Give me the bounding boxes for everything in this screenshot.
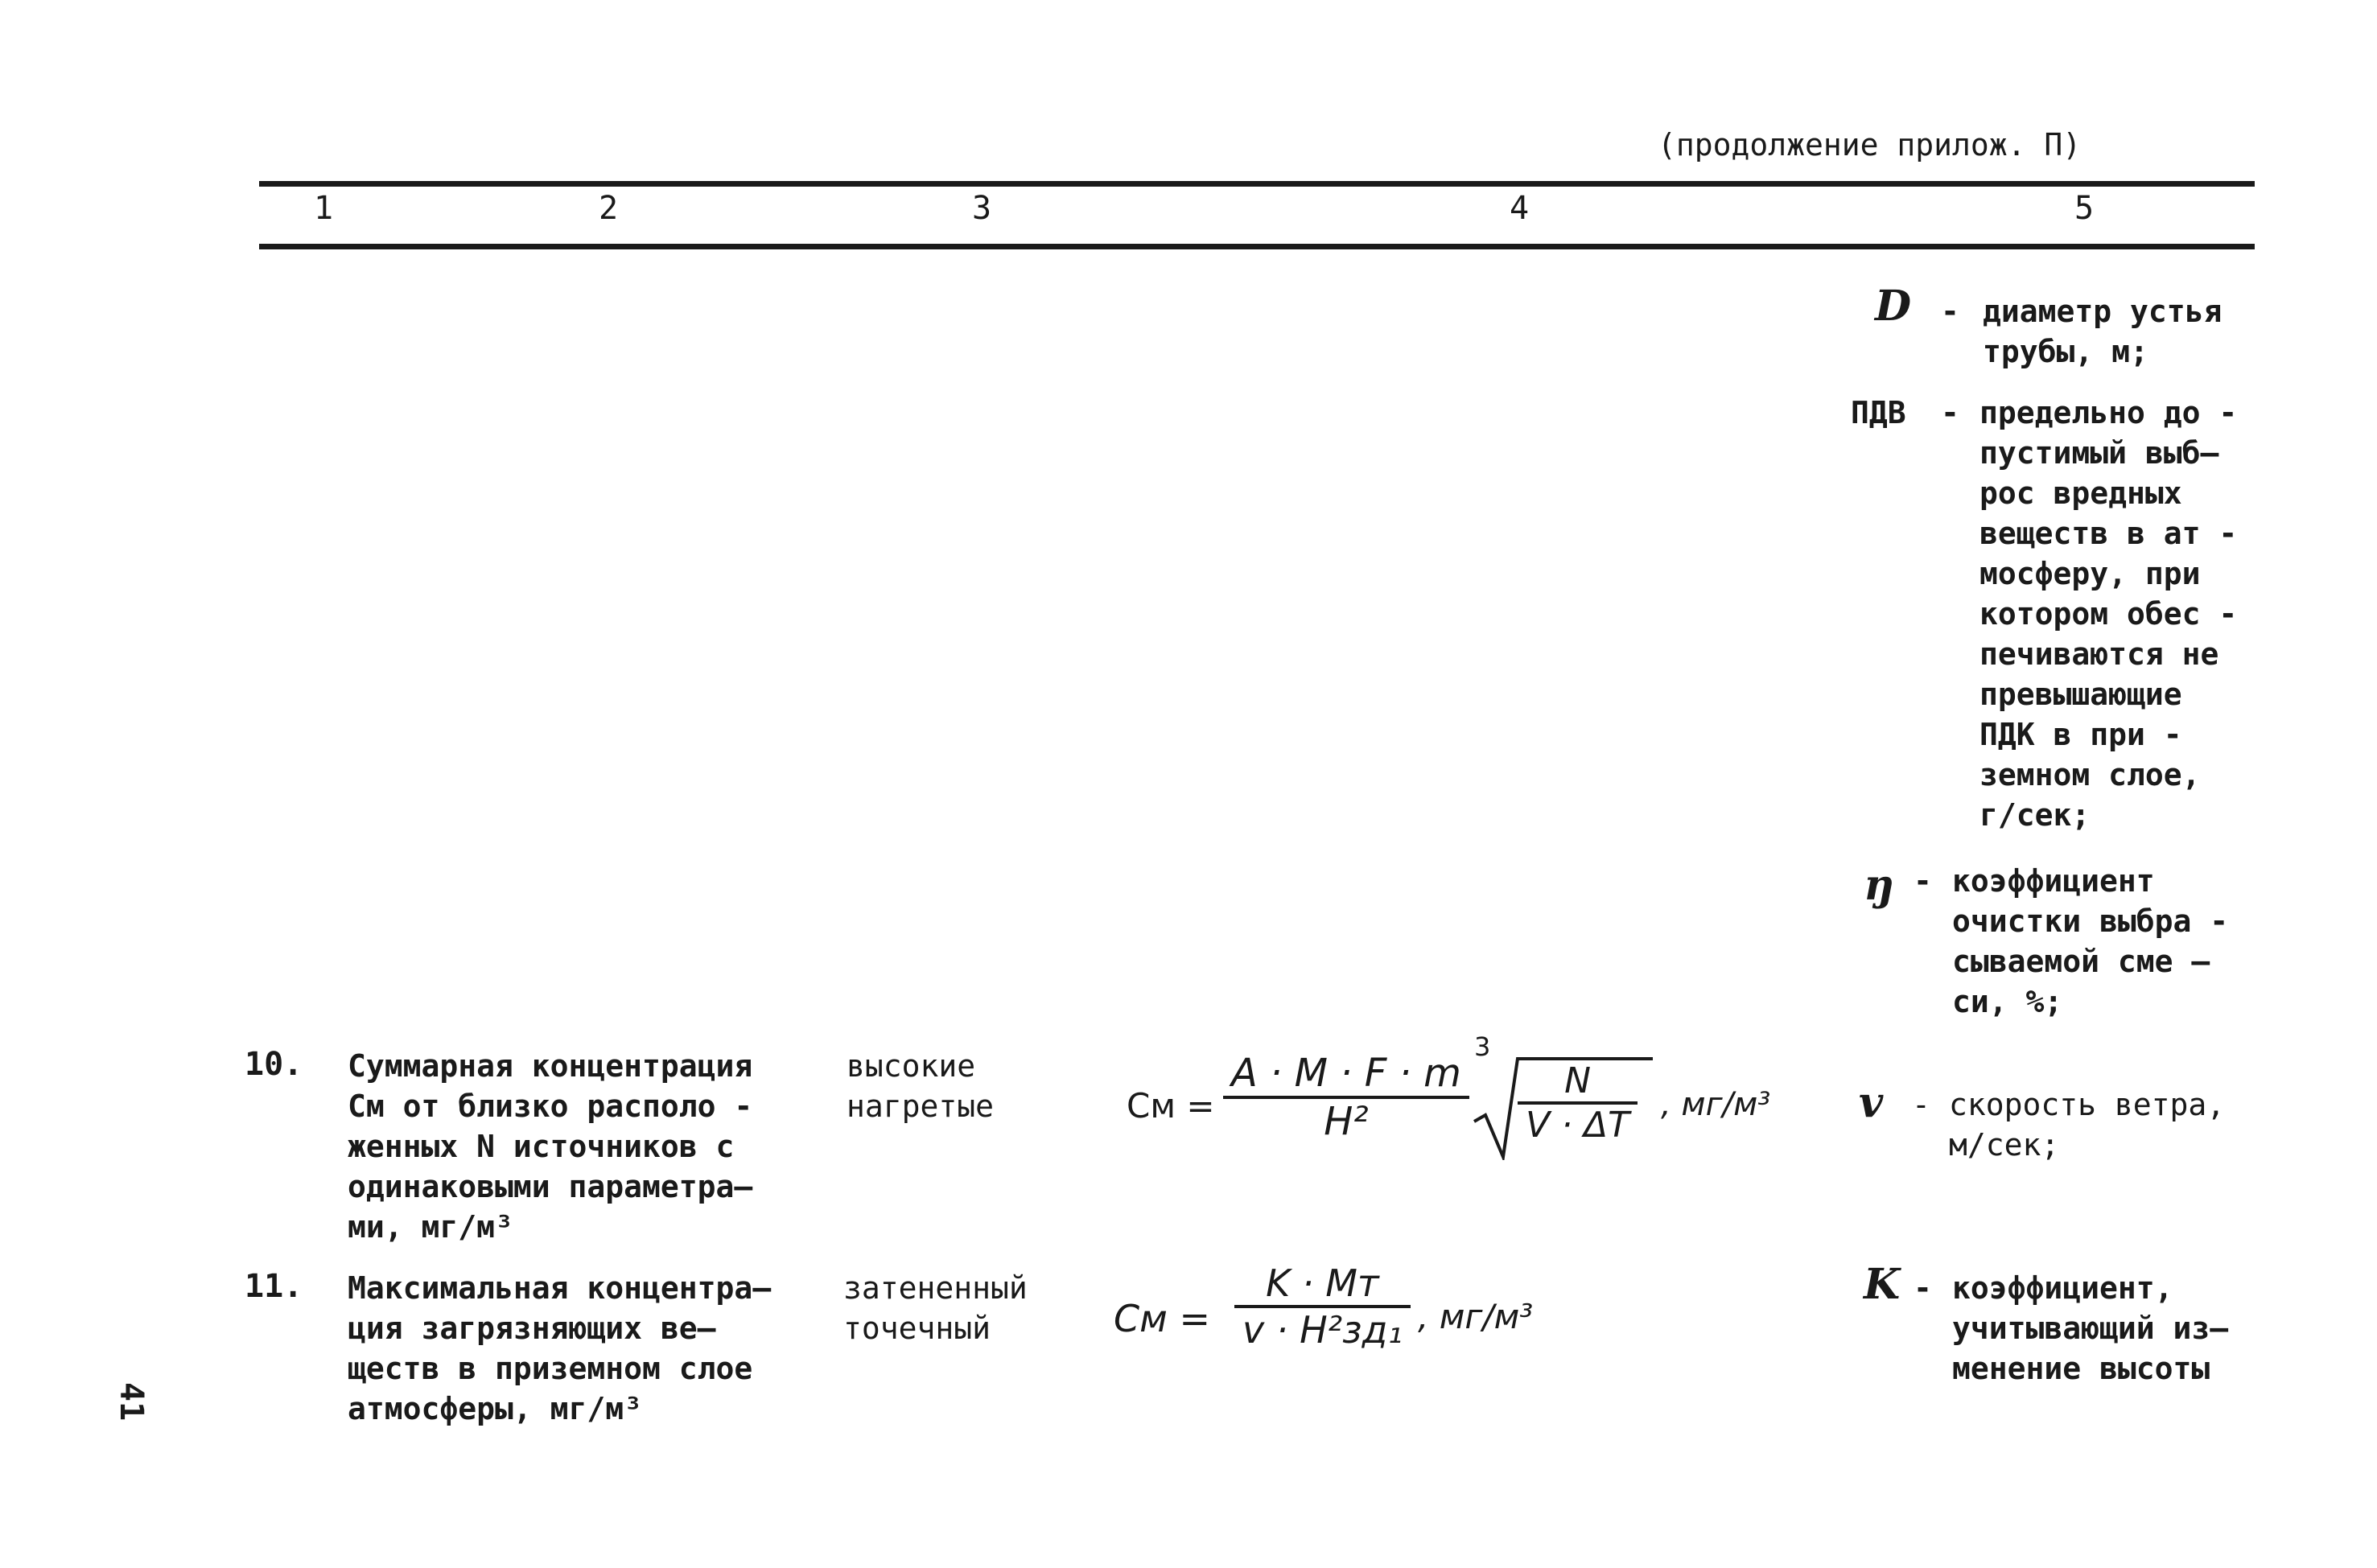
- legend-symbol: ŋ: [1864, 861, 1894, 910]
- row-source-type: высокие нагретые: [847, 1048, 995, 1124]
- legend-text: скорость ветра, м/сек;: [1949, 1087, 2226, 1163]
- legend-text: предельно до - пустимый выб– рос вредных веществ в ат - мосферу, при котором обес - печиваются не превышающие ПДК в при - земном слое, г/сек;: [1979, 395, 2238, 833]
- legend-dash: -: [1941, 294, 1959, 329]
- formula-max-concentration: Cм = K · Mт v · H²зд₁ , мг/м³: [1114, 1261, 1534, 1352]
- legend-symbol: K: [1864, 1260, 1901, 1309]
- legend-dash: -: [1914, 1270, 1932, 1306]
- table-top-rule: [259, 181, 2255, 187]
- column-number-4: 4: [1510, 190, 1530, 227]
- column-number-3: 3: [972, 190, 992, 227]
- legend-text: коэффициент очистки выбра - сываемой сме – си, %;: [1952, 863, 2229, 1019]
- row-number: 10.: [245, 1046, 303, 1083]
- column-number-2: 2: [599, 190, 619, 227]
- row-description: Суммарная концентрация См от близко располо - женных N источников с одинаковыми параметра– ми, мг/м³: [348, 1048, 753, 1245]
- legend-text: диаметр устья трубы, м;: [1983, 294, 2223, 369]
- page-number: 41: [113, 1382, 150, 1422]
- legend-text: коэффициент, учитывающий из– менение высоты: [1952, 1270, 2229, 1386]
- legend-dash: -: [1914, 863, 1932, 899]
- column-number-5: 5: [2074, 190, 2095, 227]
- column-number-1: 1: [314, 190, 334, 227]
- row-description: Максимальная концентра– ция загрязняющих ве– ществ в приземном слое атмосферы, мг/м³: [348, 1270, 772, 1426]
- legend-dash: -: [1941, 395, 1959, 430]
- legend-symbol: D: [1875, 282, 1912, 331]
- row-number: 11.: [245, 1268, 303, 1305]
- legend-symbol: ПДВ: [1851, 395, 1906, 430]
- formula-total-concentration: См = $\frac{A \cdot M \cdot F \cdot m}{\text{H²}}$ 3 $\frac{N}{V \cdot \Delta T}$ , мг/м³: [1127, 1051, 1802, 1179]
- table-header-rule: [259, 244, 2255, 249]
- legend-dash: -: [1912, 1087, 1930, 1122]
- row-source-type: затененный точечный: [843, 1270, 1028, 1346]
- legend-symbol: v: [1859, 1078, 1884, 1127]
- continuation-note: (продолжение прилож. П): [1658, 127, 2082, 163]
